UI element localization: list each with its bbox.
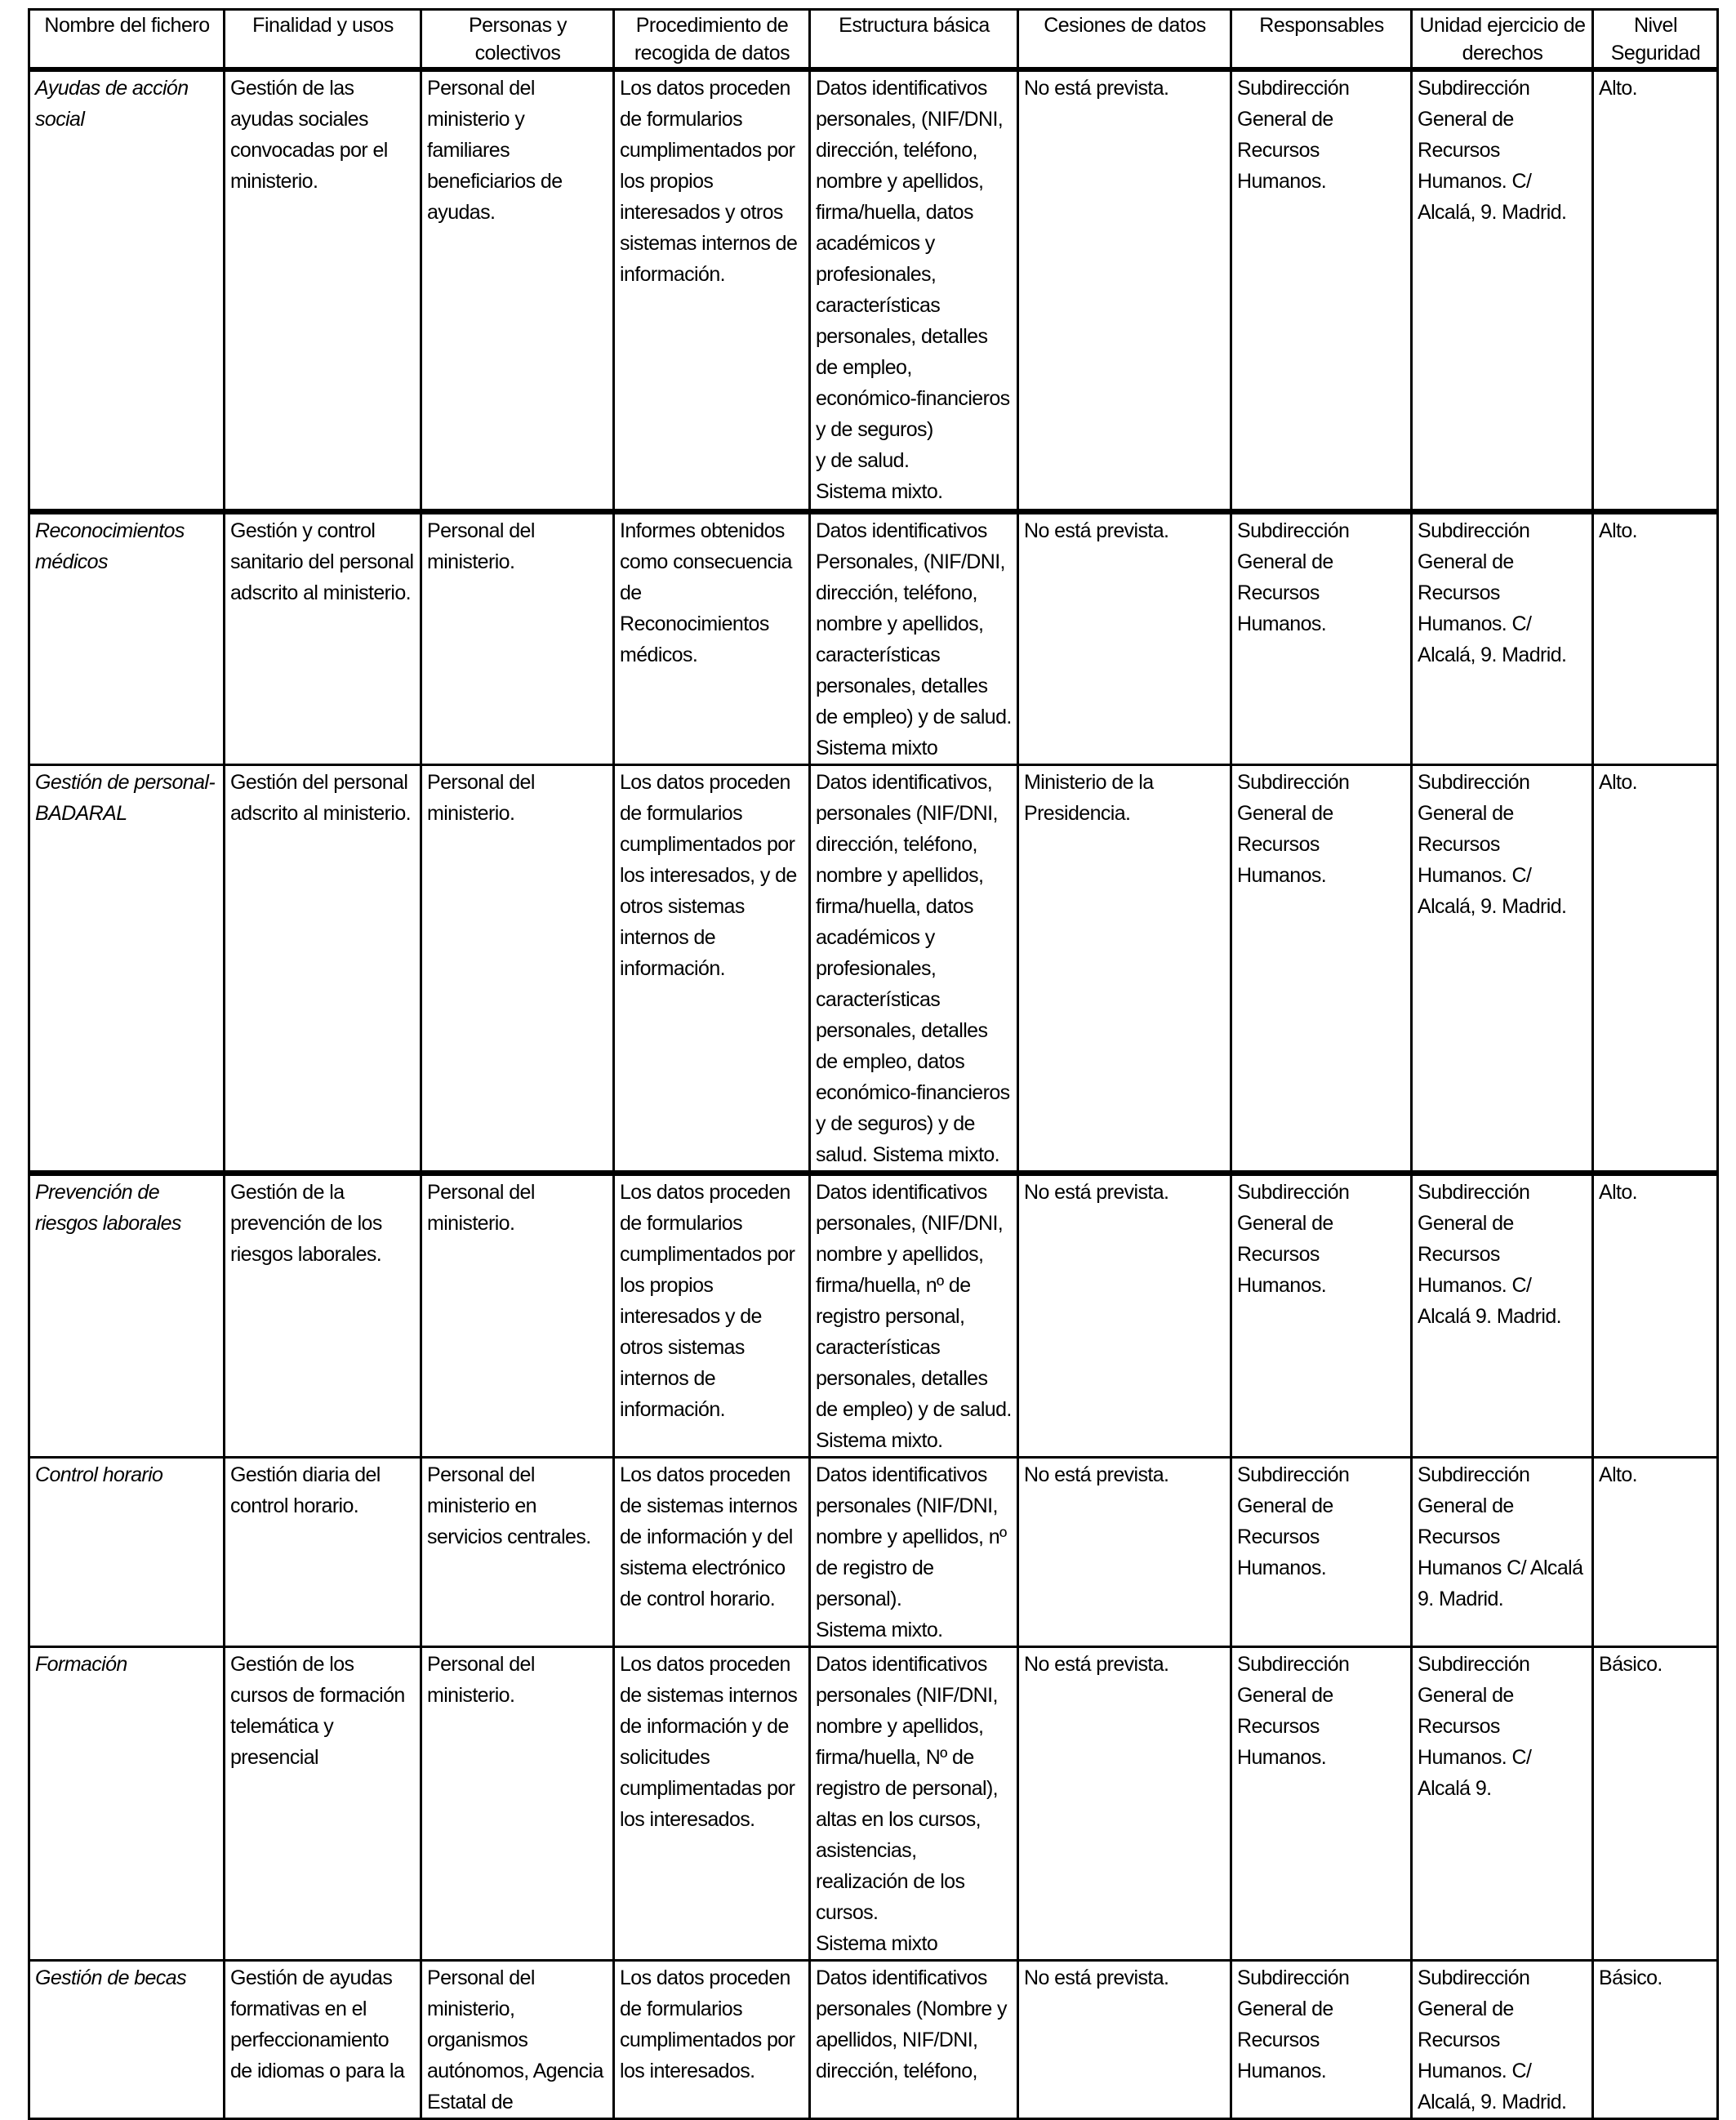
procedure-cell xyxy=(614,512,810,765)
purpose-cell xyxy=(225,1458,421,1647)
people-text: Personal del ministerio. xyxy=(427,771,535,825)
rights-unit-text: Subdirección General de Recursos Humanos. C/ Alcalá 9. xyxy=(1418,1653,1532,1800)
security-cell xyxy=(1593,765,1718,1174)
procedure-text: Informes obtenidos como consecuencia de Reconocimientos médicos. xyxy=(620,519,792,666)
security-cell xyxy=(1593,1961,1718,2119)
transfers-text: No está prevista. xyxy=(1024,77,1169,100)
responsible-cell xyxy=(1231,765,1412,1174)
purpose-text: Gestión y control sanitario del personal adscrito al ministerio. xyxy=(230,519,414,604)
people-text: Personal del ministerio en servicios centrales. xyxy=(427,1463,591,1548)
rights-unit-cell xyxy=(1412,1961,1593,2119)
purpose-cell xyxy=(225,1961,421,2119)
responsible-text: Subdirección General de Recursos Humanos. xyxy=(1237,1653,1350,1769)
structure-cell xyxy=(810,512,1018,765)
file-name: Prevención de riesgos laborales xyxy=(35,1181,181,1235)
structure-cell xyxy=(810,1961,1018,2119)
purpose-cell xyxy=(225,1647,421,1961)
responsible-text: Subdirección General de Recursos Humanos. xyxy=(1237,77,1350,193)
purpose-cell xyxy=(225,1174,421,1458)
purpose-text: Gestión del personal adscrito al ministerio. xyxy=(230,771,412,825)
procedure-text: Los datos proceden de formularios cumplimentados por los interesados. xyxy=(620,1966,795,2082)
column-header-rights-unit: Unidad ejercicio de derechos xyxy=(1412,10,1593,70)
column-header-procedure: Procedimiento de recogida de datos xyxy=(614,10,810,70)
file-name: Gestión de becas xyxy=(35,1966,186,1989)
procedure-cell xyxy=(614,1647,810,1961)
people-cell xyxy=(421,1647,614,1961)
procedure-text: Los datos proceden de formularios cumplimentados por los interesados, y de otros sistemas internos de información. xyxy=(620,771,797,980)
transfers-cell xyxy=(1018,1647,1231,1961)
people-cell xyxy=(421,512,614,765)
transfers-cell xyxy=(1018,1961,1231,2119)
transfers-text: No está prevista. xyxy=(1024,1463,1169,1486)
rights-unit-cell xyxy=(1412,512,1593,765)
people-text: Personal del ministerio. xyxy=(427,1181,535,1235)
transfers-cell xyxy=(1018,1174,1231,1458)
column-header-name: Nombre del fichero xyxy=(29,10,225,70)
security-cell xyxy=(1593,1647,1718,1961)
file-name-cell xyxy=(29,1647,225,1961)
rights-unit-text: Subdirección General de Recursos Humanos. C/ Alcalá, 9. Madrid. xyxy=(1418,519,1567,666)
transfers-text: No está prevista. xyxy=(1024,1181,1169,1204)
purpose-text: Gestión de las ayudas sociales convocadas por el ministerio. xyxy=(230,77,388,193)
file-name: Formación xyxy=(35,1653,127,1676)
structure-text: Datos identificativos Personales, (NIF/DNI, dirección, teléfono, nombre y apellidos, características personales, detalles de empleo) y de salud. Sistema mixto xyxy=(816,519,1012,759)
structure-text: Datos identificativos personales (Nombre y apellidos, NIF/DNI, dirección, teléfono, xyxy=(816,1966,1007,2082)
procedure-cell xyxy=(614,1458,810,1647)
security-level: Alto. xyxy=(1599,77,1638,100)
document-page xyxy=(28,8,1716,2120)
structure-cell xyxy=(810,1174,1018,1458)
column-header-responsible: Responsables xyxy=(1231,10,1412,70)
rights-unit-text: Subdirección General de Recursos Humanos. C/ Alcalá 9. Madrid. xyxy=(1418,1181,1561,1328)
procedure-cell xyxy=(614,1174,810,1458)
responsible-cell xyxy=(1231,1174,1412,1458)
security-cell xyxy=(1593,1458,1718,1647)
responsible-cell xyxy=(1231,1647,1412,1961)
file-name-cell xyxy=(29,512,225,765)
file-name: Control horario xyxy=(35,1463,163,1486)
people-text: Personal del ministerio. xyxy=(427,519,535,573)
structure-text: Datos identificativos personales, (NIF/DNI, nombre y apellidos, firma/huella, nº de registro personal, características personales, detalles de empleo) y de salud. Sistema mixto. xyxy=(816,1181,1012,1452)
responsible-cell xyxy=(1231,1961,1412,2119)
rights-unit-cell xyxy=(1412,69,1593,512)
transfers-text: No está prevista. xyxy=(1024,1653,1169,1676)
procedure-text: Los datos proceden de formularios cumplimentados por los propios interesados y de otros sistemas internos de información. xyxy=(620,1181,795,1421)
rights-unit-cell xyxy=(1412,1458,1593,1647)
rights-unit-text: Subdirección General de Recursos Humanos C/ Alcalá 9. Madrid. xyxy=(1418,1463,1583,1610)
transfers-cell xyxy=(1018,69,1231,512)
purpose-cell xyxy=(225,512,421,765)
transfers-text: No está prevista. xyxy=(1024,1966,1169,1989)
data-files-table xyxy=(28,8,1719,2120)
purpose-cell xyxy=(225,765,421,1174)
security-level: Alto. xyxy=(1599,519,1638,542)
column-header-purpose: Finalidad y usos xyxy=(225,10,421,70)
purpose-text: Gestión de la prevención de los riesgos laborales. xyxy=(230,1181,382,1266)
table-row xyxy=(29,1647,1718,1961)
file-name: Gestión de personal-BADARAL xyxy=(35,771,216,825)
people-cell xyxy=(421,1174,614,1458)
purpose-text: Gestión de ayudas formativas en el perfeccionamiento de idiomas o para la xyxy=(230,1966,405,2082)
structure-text: Datos identificativos personales (NIF/DNI, nombre y apellidos, firma/huella, Nº de registro de personal), altas en los cursos, asistencias, realización de los cursos. Sistema mixto xyxy=(816,1653,999,1955)
responsible-text: Subdirección General de Recursos Humanos. xyxy=(1237,771,1350,887)
column-header-transfers: Cesiones de datos xyxy=(1018,10,1231,70)
responsible-text: Subdirección General de Recursos Humanos. xyxy=(1237,1181,1350,1297)
security-cell xyxy=(1593,69,1718,512)
people-text: Personal del ministerio y familiares beneficiarios de ayudas. xyxy=(427,77,563,224)
header-row xyxy=(29,10,1718,70)
responsible-text: Subdirección General de Recursos Humanos. xyxy=(1237,519,1350,635)
purpose-cell xyxy=(225,69,421,512)
file-name-cell xyxy=(29,765,225,1174)
purpose-text: Gestión de los cursos de formación telemática y presencial xyxy=(230,1653,405,1769)
rights-unit-cell xyxy=(1412,1174,1593,1458)
structure-cell xyxy=(810,1458,1018,1647)
column-header-structure: Estructura básica xyxy=(810,10,1018,70)
table-row xyxy=(29,512,1718,765)
transfers-text: Ministerio de la Presidencia. xyxy=(1024,771,1154,825)
security-cell xyxy=(1593,512,1718,765)
security-cell xyxy=(1593,1174,1718,1458)
structure-cell xyxy=(810,1647,1018,1961)
column-header-people: Personas y colectivos xyxy=(421,10,614,70)
responsible-cell xyxy=(1231,69,1412,512)
rights-unit-cell xyxy=(1412,765,1593,1174)
security-level: Básico. xyxy=(1599,1653,1663,1676)
security-level: Alto. xyxy=(1599,1181,1638,1204)
security-level: Alto. xyxy=(1599,1463,1638,1486)
column-header-security: Nivel Seguridad xyxy=(1593,10,1718,70)
table-row xyxy=(29,765,1718,1174)
table-row xyxy=(29,1961,1718,2119)
structure-cell xyxy=(810,765,1018,1174)
rights-unit-cell xyxy=(1412,1647,1593,1961)
security-level: Alto. xyxy=(1599,771,1638,794)
file-name: Ayudas de acción social xyxy=(35,77,189,131)
structure-text: Datos identificativos personales (NIF/DNI, nombre y apellidos, nº de registro de personal). Sistema mixto. xyxy=(816,1463,1007,1641)
procedure-text: Los datos proceden de sistemas internos de información y de solicitudes cumplimentadas por los interesados. xyxy=(620,1653,798,1831)
rights-unit-text: Subdirección General de Recursos Humanos. C/ Alcalá, 9. Madrid. xyxy=(1418,77,1567,224)
table-row xyxy=(29,69,1718,512)
responsible-text: Subdirección General de Recursos Humanos. xyxy=(1237,1463,1350,1579)
people-text: Personal del ministerio. xyxy=(427,1653,535,1707)
procedure-text: Los datos proceden de formularios cumplimentados por los propios interesados y otros sistemas internos de información. xyxy=(620,77,798,286)
people-text: Personal del ministerio, organismos autónomos, Agencia Estatal de xyxy=(427,1966,603,2113)
security-level: Básico. xyxy=(1599,1966,1663,1989)
transfers-text: No está prevista. xyxy=(1024,519,1169,542)
structure-text: Datos identificativos personales, (NIF/DNI, dirección, teléfono, nombre y apellidos, firma/huella, datos académicos y profesionales, características personales, detalles de empleo, económico-financieros y de seguros) y de salud. Sistema mixto. xyxy=(816,77,1010,503)
people-cell xyxy=(421,1961,614,2119)
file-name-cell xyxy=(29,1174,225,1458)
rights-unit-text: Subdirección General de Recursos Humanos. C/ Alcalá, 9. Madrid. xyxy=(1418,1966,1567,2113)
file-name-cell xyxy=(29,1961,225,2119)
people-cell xyxy=(421,765,614,1174)
people-cell xyxy=(421,1458,614,1647)
procedure-text: Los datos proceden de sistemas internos de información y del sistema electrónico de control horario. xyxy=(620,1463,798,1610)
procedure-cell xyxy=(614,1961,810,2119)
people-cell xyxy=(421,69,614,512)
file-name-cell xyxy=(29,69,225,512)
responsible-cell xyxy=(1231,512,1412,765)
file-name: Reconocimientos médicos xyxy=(35,519,185,573)
rights-unit-text: Subdirección General de Recursos Humanos. C/ Alcalá, 9. Madrid. xyxy=(1418,771,1567,918)
structure-cell xyxy=(810,69,1018,512)
responsible-cell xyxy=(1231,1458,1412,1647)
transfers-cell xyxy=(1018,765,1231,1174)
procedure-cell xyxy=(614,765,810,1174)
transfers-cell xyxy=(1018,512,1231,765)
table-row xyxy=(29,1174,1718,1458)
responsible-text: Subdirección General de Recursos Humanos. xyxy=(1237,1966,1350,2082)
transfers-cell xyxy=(1018,1458,1231,1647)
structure-text: Datos identificativos, personales (NIF/DNI, dirección, teléfono, nombre y apellidos, firma/huella, datos académicos y profesionales, características personales, detalles de empleo, datos económico-financieros y de seguros) y de salud. Sistema mixto. xyxy=(816,771,1010,1166)
file-name-cell xyxy=(29,1458,225,1647)
procedure-cell xyxy=(614,69,810,512)
table-row xyxy=(29,1458,1718,1647)
purpose-text: Gestión diaria del control horario. xyxy=(230,1463,381,1517)
